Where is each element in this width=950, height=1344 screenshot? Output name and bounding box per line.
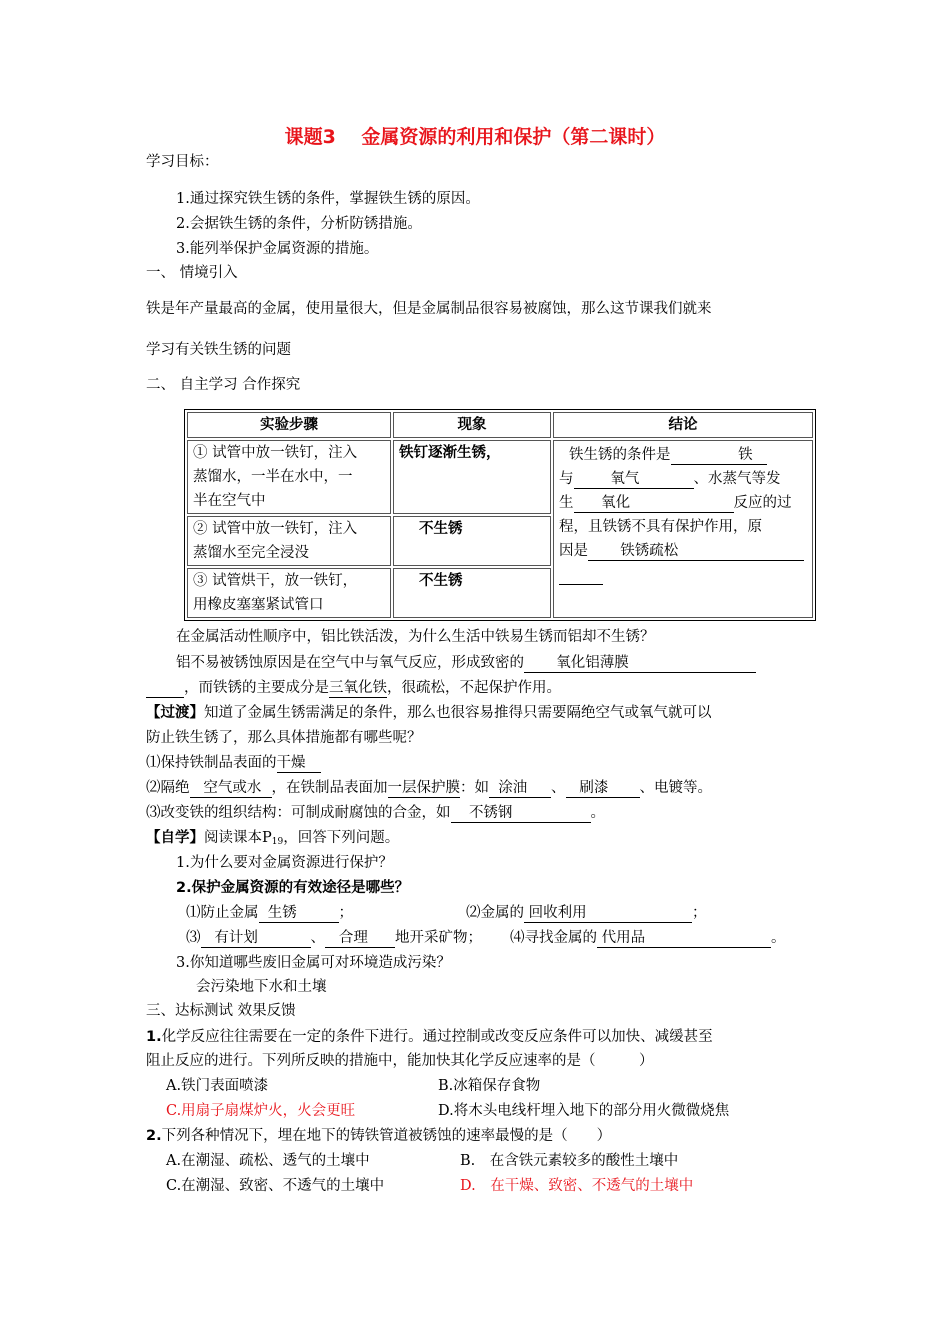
test-question — [146, 1027, 713, 1047]
table-row — [187, 440, 813, 514]
phenomenon: 不生锈 — [419, 521, 463, 537]
text: ，在铁制品表面加 — [271, 780, 388, 796]
text: 化学反应往往需要在一定的条件下进行。通过控制或改变反应条件可以加快、减缓甚至 — [161, 1029, 713, 1045]
blank — [146, 680, 184, 698]
step-line: 蒸馏水至完全浸没 — [193, 545, 309, 561]
section2-heading: 二、 自主学习 合作探究 — [146, 377, 301, 393]
question-number: 2. — [146, 1128, 162, 1144]
answer: 氧化 — [601, 495, 631, 511]
conclusion-text: 因是 — [559, 543, 588, 559]
text: 、 — [310, 930, 325, 946]
text: 地开采矿物； — [395, 930, 482, 946]
blank — [259, 905, 339, 923]
answer: 回收利用 — [528, 905, 587, 921]
subscript: 19 — [271, 837, 284, 847]
text: ：如 — [460, 780, 489, 796]
text: 。 — [590, 805, 605, 821]
self-study — [146, 828, 399, 852]
transition — [146, 703, 712, 723]
conclusion-text: 程，且铁锈不具有保护作用，原 — [559, 519, 762, 535]
answer: 不锈钢 — [468, 805, 513, 821]
question-number: 1. — [146, 1029, 162, 1045]
step-line: 蒸馏水，一半在水中，一 — [193, 469, 353, 485]
text: 、电镀等。 — [639, 780, 712, 796]
blank — [597, 930, 771, 948]
text: 、 — [551, 780, 566, 796]
option: A.在潮湿、疏松、透气的土壤中 — [166, 1153, 370, 1169]
answer: 干燥 — [277, 755, 321, 773]
measure-1 — [146, 753, 321, 773]
self-label: 【自学】 — [146, 830, 204, 846]
answer: 铁锈疏松 — [620, 543, 679, 559]
table-header: 现象 — [393, 412, 551, 438]
question: 1.为什么要对金属资源进行保护？ — [176, 855, 393, 871]
text: ，回答下列问题。 — [283, 830, 400, 846]
question: 2.保护金属资源的有效途径是哪些？ — [176, 880, 410, 896]
text: ，而铁锈的主要成分是 — [184, 680, 329, 696]
text: 铝不易被锈蚀原因是在空气中与氧气反应，形成致密的 — [176, 655, 524, 671]
step-line: ① 试管中放一铁钉，注入 — [193, 445, 358, 461]
blank — [574, 495, 734, 513]
measure-3 — [146, 803, 605, 823]
measure-2 — [146, 778, 712, 798]
blank — [489, 780, 551, 798]
phenomenon: 不生锈 — [419, 573, 463, 589]
blank — [190, 780, 272, 798]
option: D.将木头电线杆埋入地下的部分用火微微烧焦 — [438, 1103, 730, 1119]
answer-line — [186, 903, 353, 923]
conclusion-text: 、水蒸气等发 — [693, 471, 781, 487]
blank — [559, 567, 603, 585]
text: ； — [338, 905, 353, 921]
section3-heading: 三、达标测试 效果反馈 — [146, 1003, 296, 1019]
objective-item: 2.会据铁生锈的条件，分析防锈措施。 — [176, 216, 422, 232]
answer: 氧气 — [610, 471, 640, 487]
objective-item: 1.通过探究铁生锈的条件，掌握铁生锈的原因。 — [176, 191, 480, 207]
answer: 会污染地下水和土壤 — [196, 979, 327, 995]
text: 知道了金属生锈需满足的条件，那么也很容易推得只需要隔绝空气或氧气就可以 — [204, 705, 712, 721]
phenomenon: 铁钉逐渐生锈， — [399, 445, 501, 461]
question: 3.你知道哪些废旧金属可对环境造成污染？ — [176, 955, 451, 971]
section1-text: 铁是年产量最高的金属，使用量很大，但是金属制品很容易被腐蚀，那么这节课我们就来 — [146, 301, 712, 317]
blank — [524, 655, 756, 673]
answer-line — [510, 928, 786, 948]
table-header: 实验步骤 — [187, 412, 391, 438]
text: ； — [692, 905, 707, 921]
section1-text: 学习有关铁生锈的问题 — [146, 342, 291, 358]
option: A.铁门表面喷漆 — [166, 1078, 269, 1094]
experiment-table — [184, 409, 816, 621]
answer-line — [466, 903, 707, 923]
answer: 一层保护膜 — [387, 780, 460, 796]
option: B.冰箱保存食物 — [438, 1078, 541, 1094]
step-line: 用橡皮塞塞紧试管口 — [193, 597, 324, 613]
text: ⑶改变铁的组织结构：可制成耐腐蚀的合金，如 — [146, 805, 451, 821]
test-question — [146, 1126, 611, 1146]
blank — [574, 471, 694, 489]
section1-heading: 一、 情境引入 — [146, 265, 238, 281]
option: C.在潮湿、致密、不透气的土壤中 — [166, 1178, 385, 1194]
step-line: 半在空气中 — [193, 493, 266, 509]
blank — [524, 905, 692, 923]
conclusion-text: 生 — [559, 495, 574, 511]
al-answer-cont — [146, 678, 561, 698]
option-correct: C.用扇子扇煤炉火，火会更旺 — [166, 1103, 356, 1119]
conclusion-text: 铁生锈的条件是 — [569, 447, 671, 463]
text: ⑷寻找金属的 — [510, 930, 597, 946]
conclusion-cell — [553, 440, 813, 618]
option-correct: D. 在干燥、致密、不透气的土壤中 — [460, 1178, 694, 1194]
blank — [325, 930, 395, 948]
conclusion-text: 反应的过 — [733, 495, 792, 511]
answer: 涂油 — [498, 780, 528, 796]
transition-label: 【过渡】 — [146, 705, 204, 721]
answer: 生锈 — [267, 905, 297, 921]
table-header: 结论 — [553, 412, 813, 438]
blank — [201, 930, 311, 948]
al-answer — [176, 653, 756, 673]
transition-cont: 防止铁生锈了，那么具体措施都有哪些呢？ — [146, 730, 422, 746]
answer: 合理 — [338, 930, 368, 946]
answer: 刷漆 — [579, 780, 609, 796]
text: ⑴防止金属 — [186, 905, 259, 921]
answer: 代用品 — [601, 930, 646, 946]
objectives-heading: 学习目标： — [146, 154, 219, 170]
text: ⑵隔绝 — [146, 780, 190, 796]
step-line: ③ 试管烘干，放一铁钉， — [193, 573, 358, 589]
answer: 氧化铝薄膜 — [556, 655, 629, 671]
answer-line — [186, 928, 482, 948]
blank — [588, 543, 804, 561]
text: ⑶ — [186, 930, 201, 946]
answer: 铁 — [738, 447, 753, 463]
text: ，很疏松，不起保护作用。 — [387, 680, 561, 696]
text: 。 — [771, 930, 786, 946]
text: 下列各种情况下，埋在地下的铸铁管道被锈蚀的速率最慢的是（ ） — [161, 1128, 612, 1144]
option: B. 在含铁元素较多的酸性土壤中 — [460, 1153, 679, 1169]
step-line: ② 试管中放一铁钉，注入 — [193, 521, 358, 537]
text: ⑵金属的 — [466, 905, 524, 921]
answer: 三氧化铁 — [329, 680, 387, 696]
text: 阅读课本P — [204, 830, 272, 846]
answer: 空气或水 — [203, 780, 262, 796]
conclusion-text: 与 — [559, 471, 574, 487]
objective-item: 3.能列举保护金属资源的措施。 — [176, 241, 379, 257]
blank — [451, 805, 591, 823]
blank — [671, 447, 767, 465]
test-question-cont: 阻止反应的进行。下列所反映的措施中，能加快其化学反应速率的是（ ） — [146, 1053, 654, 1069]
page-title: 课题3 金属资源的利用和保护（第二课时） — [284, 126, 666, 148]
answer: 有计划 — [214, 930, 258, 946]
al-question: 在金属活动性顺序中，铝比铁活泼，为什么生活中铁易生锈而铝却不生锈？ — [176, 629, 655, 645]
blank — [566, 780, 640, 798]
text: ⑴保持铁制品表面的 — [146, 755, 277, 771]
